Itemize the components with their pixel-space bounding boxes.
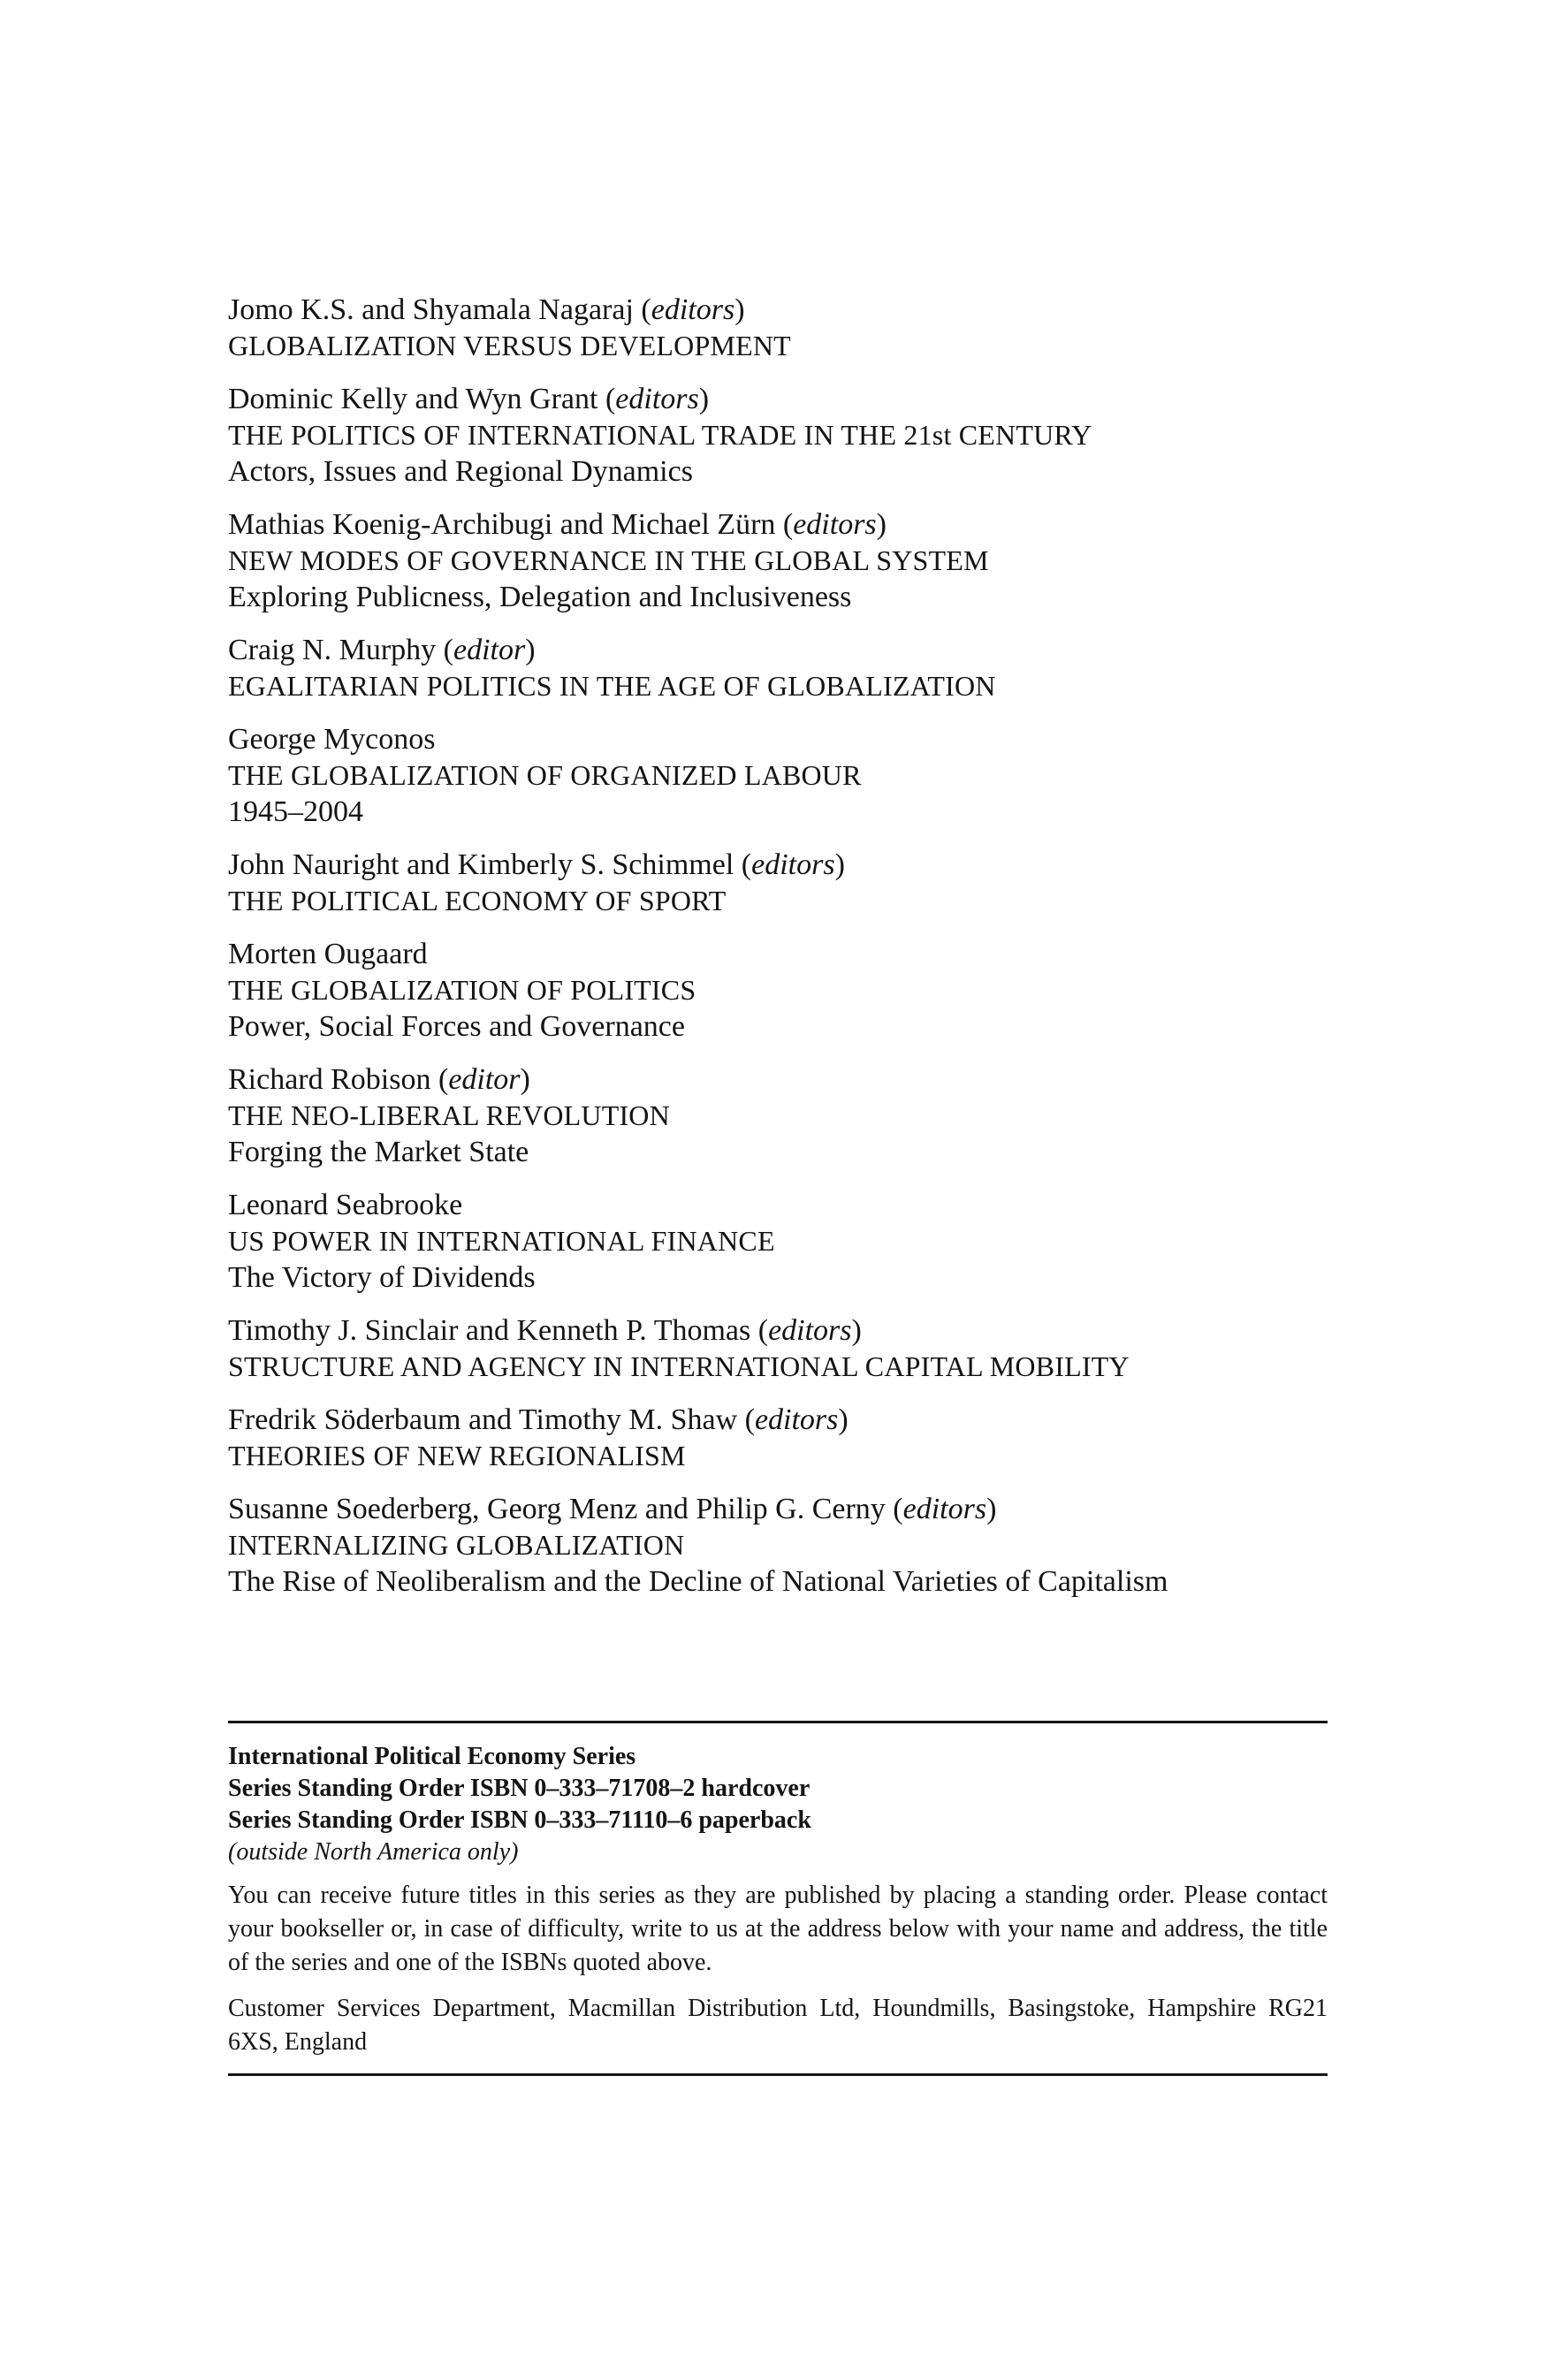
standing-order-paragraph: You can receive future titles in this series as they are published by placing a standing order. Please contact your bookseller or, in case of difficulty, write to us at the address below with your name and address, the title of the series and one of the ISBNs quoted above. xyxy=(228,1882,1328,1976)
book-entry xyxy=(228,1061,1333,1170)
book-editor-role: editors xyxy=(615,383,699,415)
book-title: GLOBALIZATION VERSUS DEVELOPMENT xyxy=(228,330,791,361)
series-info-box xyxy=(228,1721,1328,2076)
book-title: NEW MODES OF GOVERNANCE IN THE GLOBAL SYSTEM xyxy=(228,544,989,576)
book-editor-role: editors xyxy=(754,1403,839,1436)
book-entry xyxy=(228,1312,1333,1385)
book-title: STRUCTURE AND AGENCY IN INTERNATIONAL CAPITAL MOBILITY xyxy=(228,1350,1130,1382)
series-note: (outside North America only) xyxy=(228,1838,519,1866)
book-authors: Jomo K.S. and Shyamala Nagaraj xyxy=(228,293,634,326)
book-title: THEORIES OF NEW REGIONALISM xyxy=(228,1440,686,1471)
book-author-line: Jomo K.S. and Shyamala Nagaraj (editors) xyxy=(228,293,745,326)
book-title: THE POLITICS OF INTERNATIONAL TRADE IN THE 21st CENTURY xyxy=(228,419,1092,451)
book-entry xyxy=(228,1491,1333,1600)
book-subtitle: 1945–2004 xyxy=(228,795,363,828)
series-isbn-paperback: Series Standing Order ISBN 0–333–71110–6 paperback xyxy=(228,1806,811,1834)
book-title: THE GLOBALIZATION OF ORGANIZED LABOUR xyxy=(228,759,862,791)
book-subtitle: The Rise of Neoliberalism and the Decline of National Varieties of Capitalism xyxy=(228,1565,1168,1598)
book-author-line: John Nauright and Kimberly S. Schimmel (editors) xyxy=(228,848,845,881)
book-author-line: Fredrik Söderbaum and Timothy M. Shaw (editors) xyxy=(228,1403,849,1436)
book-entry xyxy=(228,632,1333,704)
book-author-line: Timothy J. Sinclair and Kenneth P. Thomas (editors) xyxy=(228,1314,862,1347)
book-subtitle: Exploring Publicness, Delegation and Inclusiveness xyxy=(228,581,852,613)
book-title: THE POLITICAL ECONOMY OF SPORT xyxy=(228,885,727,916)
book-entry xyxy=(228,381,1333,490)
book-editor-role: editors xyxy=(793,508,877,541)
book-title: THE NEO-LIBERAL REVOLUTION xyxy=(228,1099,670,1131)
book-entry xyxy=(228,847,1333,919)
book-authors: John Nauright and Kimberly S. Schimmel xyxy=(228,848,734,881)
book-author-line xyxy=(228,721,1333,757)
book-entry xyxy=(228,721,1333,830)
book-authors: Mathias Koenig-Archibugi and Michael Zürn xyxy=(228,508,776,541)
book-listing xyxy=(228,292,1333,1616)
book-editor-role: editors xyxy=(651,293,735,326)
series-isbn-hardcover: Series Standing Order ISBN 0–333–71708–2 hardcover xyxy=(228,1775,811,1802)
customer-services-address: Customer Services Department, Macmillan Distribution Ltd, Houndmills, Basingstoke, Hampshire RG21 6XS, England xyxy=(228,1995,1328,2056)
book-subtitle: The Victory of Dividends xyxy=(228,1261,536,1294)
book-author-line: Richard Robison (editor) xyxy=(228,1063,530,1096)
book-title: INTERNALIZING GLOBALIZATION xyxy=(228,1529,685,1561)
book-editor-role: editors xyxy=(751,848,835,881)
book-subtitle: Power, Social Forces and Governance xyxy=(228,1010,685,1043)
book-authors: Leonard Seabrooke xyxy=(228,1189,463,1221)
book-author-line xyxy=(228,1187,1333,1223)
book-authors: Dominic Kelly and Wyn Grant xyxy=(228,383,598,415)
book-editor-role: editor xyxy=(453,634,526,666)
book-entry xyxy=(228,936,1333,1045)
book-authors: Timothy J. Sinclair and Kenneth P. Thomas xyxy=(228,1314,751,1347)
book-author-line: Susanne Soederberg, Georg Menz and Philip G. Cerny (editors) xyxy=(228,1493,997,1525)
book-entry xyxy=(228,292,1333,364)
book-title: THE GLOBALIZATION OF POLITICS xyxy=(228,974,696,1006)
book-author-line xyxy=(228,936,1333,972)
book-subtitle: Forging the Market State xyxy=(228,1136,529,1168)
book-entry xyxy=(228,1187,1333,1296)
book-list xyxy=(228,292,1333,1600)
book-authors: George Myconos xyxy=(228,723,436,756)
book-authors: Morten Ougaard xyxy=(228,938,428,970)
book-author-line: Mathias Koenig-Archibugi and Michael Zürn (editors) xyxy=(228,508,887,541)
book-editor-role: editor xyxy=(448,1063,521,1096)
book-subtitle: Actors, Issues and Regional Dynamics xyxy=(228,455,693,488)
book-authors: Craig N. Murphy xyxy=(228,634,437,666)
book-editor-role: editors xyxy=(768,1314,852,1347)
book-authors: Fredrik Söderbaum and Timothy M. Shaw xyxy=(228,1403,738,1436)
book-author-line: Craig N. Murphy (editor) xyxy=(228,634,536,666)
book-entry xyxy=(228,506,1333,615)
book-authors: Richard Robison xyxy=(228,1063,431,1096)
book-title: US POWER IN INTERNATIONAL FINANCE xyxy=(228,1225,775,1257)
book-author-line: Dominic Kelly and Wyn Grant (editors) xyxy=(228,383,710,415)
book-authors: Susanne Soederberg, Georg Menz and Philip G. Cerny xyxy=(228,1493,886,1525)
book-editor-role: editors xyxy=(902,1493,987,1525)
series-name: International Political Economy Series xyxy=(228,1743,636,1770)
book-entry xyxy=(228,1402,1333,1474)
series-note-text: outside North America only xyxy=(236,1838,511,1866)
book-title: EGALITARIAN POLITICS IN THE AGE OF GLOBALIZATION xyxy=(228,670,996,702)
